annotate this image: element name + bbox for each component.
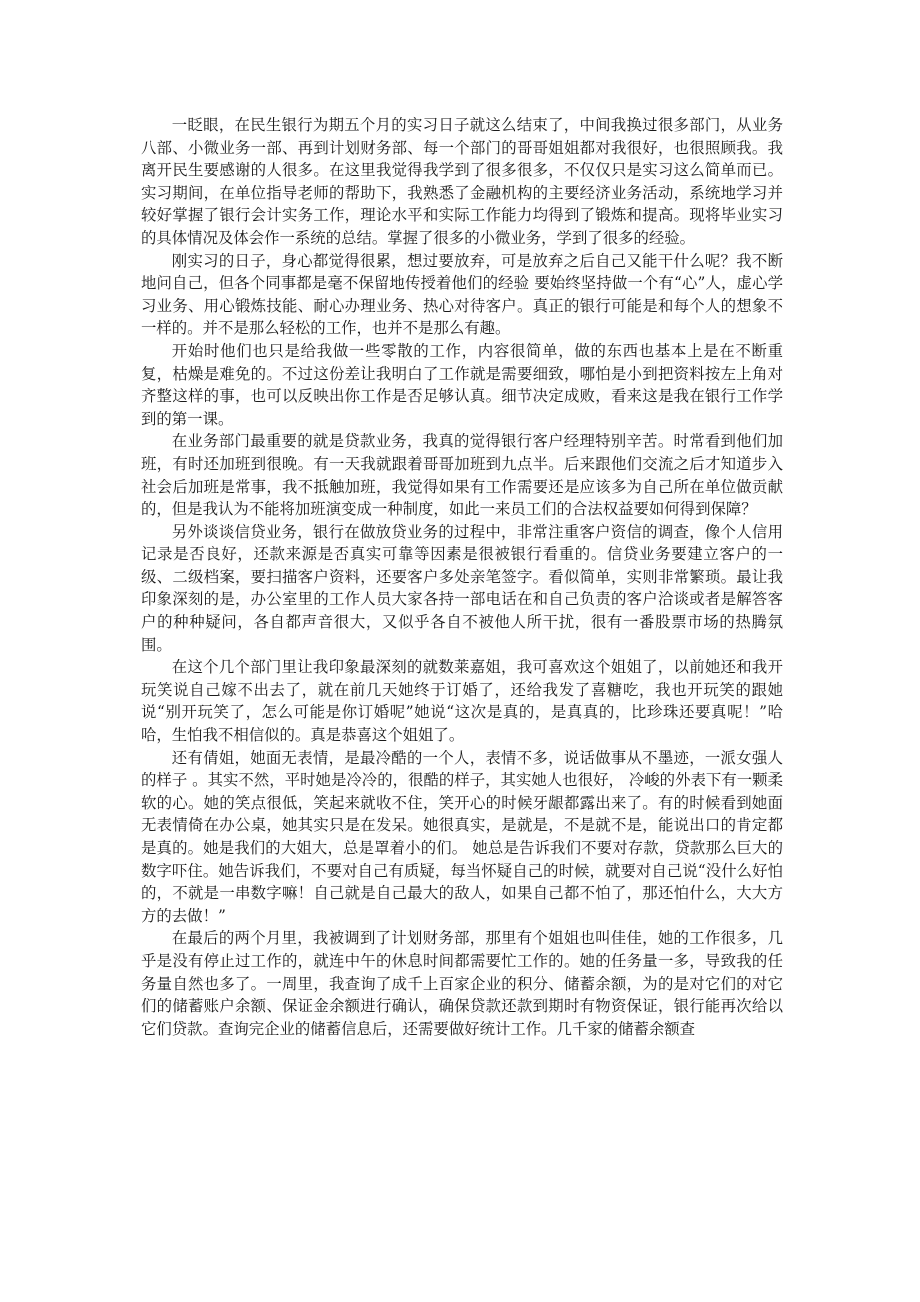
paragraph-3: 开始时他们也只是给我做一些零散的工作，内容很简单，做的东西也基本上是在不断重复，枯燥是难免的。不过这份差让我明白了工作就是需要细致，哪怕是小到把资料按左上角对齐整这样的事，也可以反映出你工作是否足够认真。细节决定成败，看来这是我在银行工作学到的第一课。 bbox=[141, 341, 783, 428]
paragraph-5: 另外谈谈信贷业务，银行在做放贷业务的过程中，非常注重客户资信的调查，像个人信用记录是否良好，还款来源是否真实可靠等因素是很被银行看重的。信贷业务要建立客户的一级、二级档案，要扫描客户资料，还要客户多处亲笔签字。看似简单，实则非常繁琐。最让我印象深刻的是，办公室里的工作人员大家各持一部电话在和自己负责的客户洽谈或者是解答客户的种种疑问，各自都声音很大，又似乎各自不被他人所干扰，很有一番股票市场的热腾氛围。 bbox=[141, 522, 783, 654]
document-body bbox=[141, 114, 783, 1040]
paragraph-4: 在业务部门最重要的就是贷款业务，我真的觉得银行客户经理特别辛苦。时常看到他们加班，有时还加班到很晚。有一天我就跟着哥哥加班到九点半。后来跟他们交流之后才知道步入社会后加班是常事，我不抵触加班，我觉得如果有工作需要还是应该多为自己所在单位做贡献的，但是我认为不能将加班演变成一种制度，如此一来员工们的合法权益要如何得到保障？ bbox=[141, 432, 783, 519]
paragraph-1: 一眨眼，在民生银行为期五个月的实习日子就这么结束了，中间我换过很多部门，从业务八部、小微业务一部、再到计划财务部、每一个部门的哥哥姐姐都对我很好，也很照顾我。我离开民生要感谢的人很多。在这里我觉得我学到了很多很多，不仅仅只是实习这么简单而已。实习期间，在单位指导老师的帮助下，我熟悉了金融机构的主要经济业务活动，系统地学习并较好掌握了银行会计实务工作，理论水平和实际工作能力均得到了锻炼和提高。现将毕业实习的具体情况及体会作一系统的总结。掌握了很多的小微业务，学到了很多的经验。 bbox=[141, 116, 783, 247]
paragraph-7: 还有倩姐，她面无表情，是最冷酷的一个人，表情不多，说话做事从不墨迹，一派女强人的样子 。其实不然，平时她是冷冷的，很酷的样子，其实她人也很好， 冷峻的外表下有一颗柔软的心。她的笑点很低，笑起来就收不住，笑开心的时候牙龈都露出来了。有的时候看到她面无表情倚在办公桌，她其实只是在发呆。她很真实，是就是，不是就不是，能说出口的肯定都是真的。她是我们的大姐大，总是罩着小的们。 她总是告诉我们不要对存款，贷款那么巨大的数字吓住。她告诉我们，不要对自己有质疑，每当怀疑自己的时候，就要对自己说“没什么好怕的，不就是一串数字嘛！自己就是自己最大的敌人，如果自己都不怕了，那还怕什么，大大方方的去做！” bbox=[141, 748, 783, 925]
paragraph-8: 在最后的两个月里，我被调到了计划财务部，那里有个姐姐也叫佳佳，她的工作很多，几乎是没有停止过工作的，就连中午的休息时间都需要忙工作的。她的任务量一多，导致我的任务量自然也多了。一周里，我查询了成千上百家企业的积分、储蓄余额，为的是对它们的对它们的储蓄账户余额、保证金余额进行确认，确保贷款还款到期时有物资保证，银行能再次给以它们贷款。查询完企业的储蓄信息后，还需要做好统计工作。几千家的储蓄余额查 bbox=[141, 929, 783, 1038]
paragraph-2: 刚实习的日子，身心都觉得很累，想过要放弃，可是放弃之后自己又能干什么呢？我不断地问自己，但各个同事都是毫不保留地传授着他们的经验 要始终坚持做一个有“心”人，虚心学习业务、用心锻炼技能、耐心办理业务、热心对待客户。真正的银行可能是和每个人的想象不一样的。并不是那么轻松的工作，也并不是那么有趣。 bbox=[141, 251, 783, 338]
paragraph-6: 在这个几个部门里让我印象最深刻的就数莱嘉姐，我可喜欢这个姐姐了，以前她还和我开玩笑说自己嫁不出去了，就在前几天她终于订婚了，还给我发了喜糖吃，我也开玩笑的跟她说“别开玩笑了，怎么可能是你订婚呢”她说“这次是真的，是真真的，比珍珠还要真呢！”哈哈，生怕我不相信似的。真是恭喜这个姐姐了。 bbox=[141, 658, 783, 745]
